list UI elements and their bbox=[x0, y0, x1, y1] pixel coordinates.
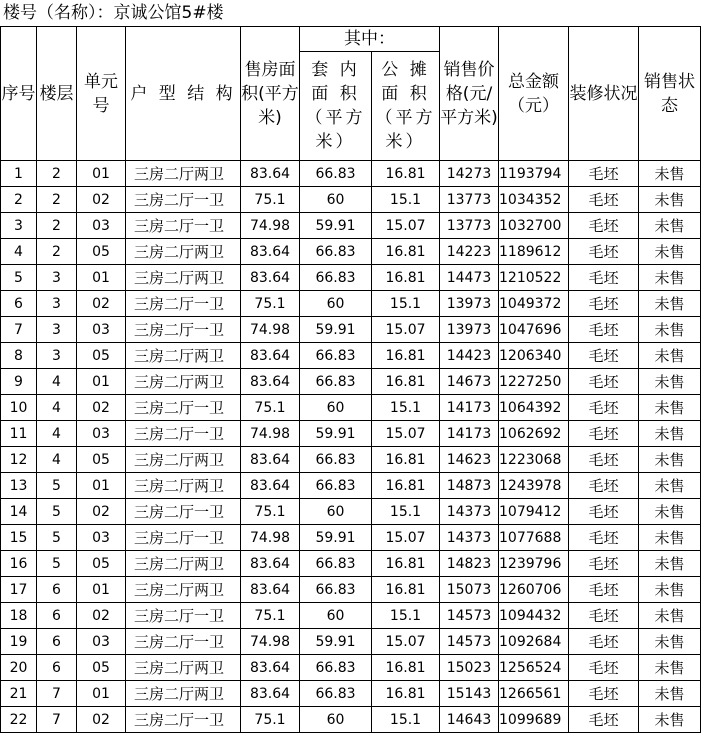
cell-shared-area: 15.1 bbox=[372, 291, 440, 317]
cell-unit-type: 三房二厅两卫 bbox=[126, 473, 241, 499]
cell-floor: 2 bbox=[37, 187, 77, 213]
cell-sale-area: 74.98 bbox=[241, 629, 300, 655]
cell-seq: 7 bbox=[1, 317, 37, 343]
cell-decoration: 毛坯 bbox=[569, 265, 639, 291]
table-row bbox=[1, 629, 704, 655]
cell-total: 1034352 bbox=[499, 187, 569, 213]
cell-floor: 6 bbox=[37, 577, 77, 603]
cell-status: 未售 bbox=[639, 629, 701, 655]
cell-price: 14423 bbox=[440, 343, 499, 369]
cell-sale-area: 83.64 bbox=[241, 655, 300, 681]
cell-unit: 03 bbox=[77, 317, 126, 343]
header-group-of-which: 其中： bbox=[300, 27, 440, 52]
cell-sale-area: 75.1 bbox=[241, 603, 300, 629]
header-unit-type: 户 型 结 构 bbox=[126, 27, 241, 161]
cell-seq: 4 bbox=[1, 239, 37, 265]
cell-inner-area: 60 bbox=[300, 395, 372, 421]
cell-unit: 01 bbox=[77, 473, 126, 499]
cell-floor: 5 bbox=[37, 499, 77, 525]
cell-unit: 01 bbox=[77, 681, 126, 707]
cell-status: 未售 bbox=[639, 655, 701, 681]
cell-seq: 2 bbox=[1, 187, 37, 213]
cell-shared-area: 16.81 bbox=[372, 265, 440, 291]
cell-shared-area: 15.1 bbox=[372, 187, 440, 213]
cell-shared-area: 15.07 bbox=[372, 629, 440, 655]
cell-unit-type: 三房二厅一卫 bbox=[126, 525, 241, 551]
cell-price: 14823 bbox=[440, 551, 499, 577]
cell-inner-area: 66.83 bbox=[300, 447, 372, 473]
cell-unit: 05 bbox=[77, 239, 126, 265]
table-row bbox=[1, 681, 704, 707]
cell-decoration: 毛坯 bbox=[569, 447, 639, 473]
cell-price: 14373 bbox=[440, 525, 499, 551]
cell-inner-area: 66.83 bbox=[300, 473, 372, 499]
cell-total: 1227250 bbox=[499, 369, 569, 395]
cell-total: 1193794 bbox=[499, 161, 569, 187]
cell-decoration: 毛坯 bbox=[569, 499, 639, 525]
cell-inner-area: 60 bbox=[300, 603, 372, 629]
header-price: 销售价格(元/平方米) bbox=[440, 27, 499, 161]
cell-seq: 19 bbox=[1, 629, 37, 655]
cell-price: 14643 bbox=[440, 707, 499, 733]
cell-floor: 6 bbox=[37, 655, 77, 681]
cell-unit-type: 三房二厅一卫 bbox=[126, 317, 241, 343]
cell-inner-area: 66.83 bbox=[300, 551, 372, 577]
cell-sale-area: 74.98 bbox=[241, 317, 300, 343]
cell-inner-area: 59.91 bbox=[300, 317, 372, 343]
cell-unit-type: 三房二厅一卫 bbox=[126, 187, 241, 213]
cell-shared-area: 15.1 bbox=[372, 499, 440, 525]
cell-unit: 03 bbox=[77, 421, 126, 447]
cell-decoration: 毛坯 bbox=[569, 707, 639, 733]
cell-price: 13973 bbox=[440, 291, 499, 317]
cell-floor: 4 bbox=[37, 395, 77, 421]
cell-shared-area: 15.07 bbox=[372, 421, 440, 447]
table-row bbox=[1, 447, 704, 473]
header-seq: 序号 bbox=[1, 27, 37, 161]
cell-sale-area: 75.1 bbox=[241, 499, 300, 525]
cell-unit-type: 三房二厅一卫 bbox=[126, 603, 241, 629]
cell-price: 14623 bbox=[440, 447, 499, 473]
cell-status: 未售 bbox=[639, 161, 701, 187]
cell-unit: 03 bbox=[77, 629, 126, 655]
cell-price: 14273 bbox=[440, 161, 499, 187]
table-row bbox=[1, 499, 704, 525]
cell-status: 未售 bbox=[639, 681, 701, 707]
cell-status: 未售 bbox=[639, 421, 701, 447]
table-row bbox=[1, 395, 704, 421]
cell-shared-area: 15.07 bbox=[372, 213, 440, 239]
cell-floor: 5 bbox=[37, 473, 77, 499]
cell-floor: 2 bbox=[37, 161, 77, 187]
cell-status: 未售 bbox=[639, 525, 701, 551]
cell-decoration: 毛坯 bbox=[569, 213, 639, 239]
cell-floor: 3 bbox=[37, 343, 77, 369]
cell-price: 14673 bbox=[440, 369, 499, 395]
cell-sale-area: 75.1 bbox=[241, 187, 300, 213]
cell-inner-area: 59.91 bbox=[300, 213, 372, 239]
cell-unit-type: 三房二厅两卫 bbox=[126, 369, 241, 395]
cell-seq: 8 bbox=[1, 343, 37, 369]
cell-price: 14373 bbox=[440, 499, 499, 525]
cell-sale-area: 83.64 bbox=[241, 265, 300, 291]
cell-decoration: 毛坯 bbox=[569, 343, 639, 369]
cell-unit-type: 三房二厅两卫 bbox=[126, 447, 241, 473]
cell-price: 14173 bbox=[440, 421, 499, 447]
cell-floor: 4 bbox=[37, 421, 77, 447]
cell-status: 未售 bbox=[639, 707, 701, 733]
cell-unit: 02 bbox=[77, 187, 126, 213]
cell-seq: 15 bbox=[1, 525, 37, 551]
cell-seq: 22 bbox=[1, 707, 37, 733]
cell-floor: 3 bbox=[37, 317, 77, 343]
table-row bbox=[1, 603, 704, 629]
header-total: 总金额（元） bbox=[499, 27, 569, 161]
cell-inner-area: 60 bbox=[300, 499, 372, 525]
table-row bbox=[1, 317, 704, 343]
cell-sale-area: 74.98 bbox=[241, 525, 300, 551]
cell-sale-area: 75.1 bbox=[241, 395, 300, 421]
cell-decoration: 毛坯 bbox=[569, 291, 639, 317]
table-row bbox=[1, 187, 704, 213]
cell-decoration: 毛坯 bbox=[569, 395, 639, 421]
table-row bbox=[1, 239, 704, 265]
cell-floor: 3 bbox=[37, 265, 77, 291]
header-sale-area: 售房面积(平方米) bbox=[241, 27, 300, 161]
cell-status: 未售 bbox=[639, 395, 701, 421]
header-inner-area: 套 内 面 积 （平方米） bbox=[300, 52, 372, 161]
cell-floor: 7 bbox=[37, 681, 77, 707]
table-row bbox=[1, 473, 704, 499]
cell-sale-area: 83.64 bbox=[241, 681, 300, 707]
table-row bbox=[1, 551, 704, 577]
cell-seq: 18 bbox=[1, 603, 37, 629]
cell-unit-type: 三房二厅两卫 bbox=[126, 265, 241, 291]
header-decoration: 装修状况 bbox=[569, 27, 639, 161]
cell-status: 未售 bbox=[639, 265, 701, 291]
cell-total: 1210522 bbox=[499, 265, 569, 291]
cell-inner-area: 66.83 bbox=[300, 369, 372, 395]
cell-sale-area: 75.1 bbox=[241, 707, 300, 733]
table-row bbox=[1, 421, 704, 447]
cell-shared-area: 15.07 bbox=[372, 525, 440, 551]
table-row bbox=[1, 161, 704, 187]
cell-total: 1239796 bbox=[499, 551, 569, 577]
cell-unit: 02 bbox=[77, 603, 126, 629]
cell-shared-area: 15.07 bbox=[372, 317, 440, 343]
cell-unit: 03 bbox=[77, 213, 126, 239]
cell-status: 未售 bbox=[639, 603, 701, 629]
cell-shared-area: 15.1 bbox=[372, 395, 440, 421]
cell-decoration: 毛坯 bbox=[569, 369, 639, 395]
cell-decoration: 毛坯 bbox=[569, 525, 639, 551]
cell-status: 未售 bbox=[639, 291, 701, 317]
cell-sale-area: 83.64 bbox=[241, 239, 300, 265]
cell-unit: 03 bbox=[77, 525, 126, 551]
cell-status: 未售 bbox=[639, 187, 701, 213]
table-row bbox=[1, 213, 704, 239]
cell-sale-area: 74.98 bbox=[241, 421, 300, 447]
cell-sale-area: 83.64 bbox=[241, 161, 300, 187]
cell-total: 1099689 bbox=[499, 707, 569, 733]
cell-shared-area: 16.81 bbox=[372, 447, 440, 473]
cell-status: 未售 bbox=[639, 473, 701, 499]
cell-floor: 4 bbox=[37, 369, 77, 395]
cell-price: 14873 bbox=[440, 473, 499, 499]
cell-price: 15023 bbox=[440, 655, 499, 681]
cell-seq: 20 bbox=[1, 655, 37, 681]
cell-floor: 5 bbox=[37, 525, 77, 551]
cell-unit: 01 bbox=[77, 369, 126, 395]
table-row bbox=[1, 369, 704, 395]
cell-price: 15143 bbox=[440, 681, 499, 707]
cell-floor: 2 bbox=[37, 213, 77, 239]
cell-sale-area: 83.64 bbox=[241, 473, 300, 499]
cell-inner-area: 66.83 bbox=[300, 681, 372, 707]
cell-price: 13773 bbox=[440, 187, 499, 213]
cell-status: 未售 bbox=[639, 551, 701, 577]
cell-unit-type: 三房二厅一卫 bbox=[126, 499, 241, 525]
cell-unit: 01 bbox=[77, 265, 126, 291]
cell-status: 未售 bbox=[639, 499, 701, 525]
cell-price: 14473 bbox=[440, 265, 499, 291]
cell-total: 1223068 bbox=[499, 447, 569, 473]
cell-status: 未售 bbox=[639, 343, 701, 369]
header-shared-area: 公 摊 面 积 （平方米） bbox=[372, 52, 440, 161]
cell-shared-area: 15.1 bbox=[372, 603, 440, 629]
cell-unit: 02 bbox=[77, 395, 126, 421]
cell-sale-area: 83.64 bbox=[241, 447, 300, 473]
cell-price: 14223 bbox=[440, 239, 499, 265]
cell-seq: 1 bbox=[1, 161, 37, 187]
cell-decoration: 毛坯 bbox=[569, 239, 639, 265]
cell-decoration: 毛坯 bbox=[569, 421, 639, 447]
cell-shared-area: 16.81 bbox=[372, 369, 440, 395]
cell-status: 未售 bbox=[639, 239, 701, 265]
table-row bbox=[1, 707, 704, 733]
cell-unit-type: 三房二厅两卫 bbox=[126, 343, 241, 369]
sheet-title: 楼号（名称）：京诚公馆5#楼 bbox=[3, 3, 224, 23]
cell-price: 14573 bbox=[440, 603, 499, 629]
cell-decoration: 毛坯 bbox=[569, 187, 639, 213]
cell-unit-type: 三房二厅两卫 bbox=[126, 239, 241, 265]
cell-total: 1047696 bbox=[499, 317, 569, 343]
cell-unit-type: 三房二厅一卫 bbox=[126, 395, 241, 421]
cell-inner-area: 66.83 bbox=[300, 239, 372, 265]
cell-unit: 05 bbox=[77, 655, 126, 681]
cell-shared-area: 16.81 bbox=[372, 655, 440, 681]
header-unit: 单元号 bbox=[77, 27, 126, 161]
cell-unit-type: 三房二厅一卫 bbox=[126, 629, 241, 655]
cell-inner-area: 66.83 bbox=[300, 577, 372, 603]
cell-shared-area: 15.1 bbox=[372, 707, 440, 733]
cell-total: 1092684 bbox=[499, 629, 569, 655]
cell-shared-area: 16.81 bbox=[372, 161, 440, 187]
cell-shared-area: 16.81 bbox=[372, 577, 440, 603]
cell-total: 1243978 bbox=[499, 473, 569, 499]
cell-total: 1189612 bbox=[499, 239, 569, 265]
cell-seq: 9 bbox=[1, 369, 37, 395]
cell-status: 未售 bbox=[639, 447, 701, 473]
cell-shared-area: 16.81 bbox=[372, 681, 440, 707]
cell-shared-area: 16.81 bbox=[372, 551, 440, 577]
table-row bbox=[1, 525, 704, 551]
cell-seq: 21 bbox=[1, 681, 37, 707]
cell-seq: 14 bbox=[1, 499, 37, 525]
cell-inner-area: 66.83 bbox=[300, 161, 372, 187]
header-status: 销售状态 bbox=[639, 27, 701, 161]
cell-total: 1079412 bbox=[499, 499, 569, 525]
table-row bbox=[1, 577, 704, 603]
cell-decoration: 毛坯 bbox=[569, 473, 639, 499]
cell-unit: 01 bbox=[77, 577, 126, 603]
cell-decoration: 毛坯 bbox=[569, 603, 639, 629]
cell-inner-area: 60 bbox=[300, 291, 372, 317]
cell-decoration: 毛坯 bbox=[569, 577, 639, 603]
cell-sale-area: 83.64 bbox=[241, 369, 300, 395]
cell-shared-area: 16.81 bbox=[372, 473, 440, 499]
cell-price: 14573 bbox=[440, 629, 499, 655]
cell-seq: 11 bbox=[1, 421, 37, 447]
cell-decoration: 毛坯 bbox=[569, 551, 639, 577]
cell-seq: 13 bbox=[1, 473, 37, 499]
cell-total: 1206340 bbox=[499, 343, 569, 369]
cell-status: 未售 bbox=[639, 317, 701, 343]
cell-status: 未售 bbox=[639, 213, 701, 239]
cell-total: 1077688 bbox=[499, 525, 569, 551]
cell-unit: 02 bbox=[77, 707, 126, 733]
cell-seq: 10 bbox=[1, 395, 37, 421]
cell-inner-area: 59.91 bbox=[300, 421, 372, 447]
table-row bbox=[1, 343, 704, 369]
cell-floor: 7 bbox=[37, 707, 77, 733]
cell-total: 1032700 bbox=[499, 213, 569, 239]
cell-status: 未售 bbox=[639, 369, 701, 395]
cell-unit: 05 bbox=[77, 343, 126, 369]
cell-seq: 16 bbox=[1, 551, 37, 577]
header-floor: 楼层 bbox=[37, 27, 77, 161]
cell-unit-type: 三房二厅一卫 bbox=[126, 213, 241, 239]
cell-total: 1064392 bbox=[499, 395, 569, 421]
cell-unit: 05 bbox=[77, 447, 126, 473]
cell-price: 15073 bbox=[440, 577, 499, 603]
cell-price: 14173 bbox=[440, 395, 499, 421]
cell-floor: 3 bbox=[37, 291, 77, 317]
cell-floor: 5 bbox=[37, 551, 77, 577]
cell-sale-area: 83.64 bbox=[241, 577, 300, 603]
cell-floor: 4 bbox=[37, 447, 77, 473]
cell-unit-type: 三房二厅两卫 bbox=[126, 577, 241, 603]
sales-table bbox=[0, 26, 704, 733]
cell-seq: 3 bbox=[1, 213, 37, 239]
cell-shared-area: 16.81 bbox=[372, 343, 440, 369]
cell-floor: 6 bbox=[37, 603, 77, 629]
cell-inner-area: 59.91 bbox=[300, 629, 372, 655]
cell-unit-type: 三房二厅一卫 bbox=[126, 291, 241, 317]
cell-sale-area: 83.64 bbox=[241, 343, 300, 369]
cell-decoration: 毛坯 bbox=[569, 655, 639, 681]
cell-inner-area: 66.83 bbox=[300, 655, 372, 681]
cell-unit: 02 bbox=[77, 499, 126, 525]
table-row bbox=[1, 291, 704, 317]
cell-status: 未售 bbox=[639, 577, 701, 603]
table-row bbox=[1, 265, 704, 291]
cell-seq: 17 bbox=[1, 577, 37, 603]
cell-inner-area: 59.91 bbox=[300, 525, 372, 551]
cell-unit: 01 bbox=[77, 161, 126, 187]
cell-decoration: 毛坯 bbox=[569, 629, 639, 655]
cell-total: 1266561 bbox=[499, 681, 569, 707]
cell-shared-area: 16.81 bbox=[372, 239, 440, 265]
cell-floor: 6 bbox=[37, 629, 77, 655]
cell-unit-type: 三房二厅一卫 bbox=[126, 421, 241, 447]
cell-inner-area: 60 bbox=[300, 187, 372, 213]
cell-unit-type: 三房二厅两卫 bbox=[126, 551, 241, 577]
cell-unit-type: 三房二厅两卫 bbox=[126, 655, 241, 681]
cell-decoration: 毛坯 bbox=[569, 681, 639, 707]
cell-sale-area: 75.1 bbox=[241, 291, 300, 317]
table-row bbox=[1, 655, 704, 681]
cell-unit: 02 bbox=[77, 291, 126, 317]
cell-total: 1049372 bbox=[499, 291, 569, 317]
cell-decoration: 毛坯 bbox=[569, 317, 639, 343]
cell-seq: 12 bbox=[1, 447, 37, 473]
cell-total: 1256524 bbox=[499, 655, 569, 681]
cell-seq: 5 bbox=[1, 265, 37, 291]
cell-decoration: 毛坯 bbox=[569, 161, 639, 187]
cell-seq: 6 bbox=[1, 291, 37, 317]
cell-sale-area: 74.98 bbox=[241, 213, 300, 239]
cell-unit-type: 三房二厅一卫 bbox=[126, 707, 241, 733]
cell-unit-type: 三房二厅两卫 bbox=[126, 161, 241, 187]
cell-total: 1260706 bbox=[499, 577, 569, 603]
cell-total: 1062692 bbox=[499, 421, 569, 447]
cell-unit-type: 三房二厅两卫 bbox=[126, 681, 241, 707]
cell-floor: 2 bbox=[37, 239, 77, 265]
cell-sale-area: 83.64 bbox=[241, 551, 300, 577]
cell-inner-area: 66.83 bbox=[300, 343, 372, 369]
cell-price: 13973 bbox=[440, 317, 499, 343]
cell-inner-area: 66.83 bbox=[300, 265, 372, 291]
cell-unit: 05 bbox=[77, 551, 126, 577]
cell-total: 1094432 bbox=[499, 603, 569, 629]
cell-price: 13773 bbox=[440, 213, 499, 239]
cell-inner-area: 60 bbox=[300, 707, 372, 733]
